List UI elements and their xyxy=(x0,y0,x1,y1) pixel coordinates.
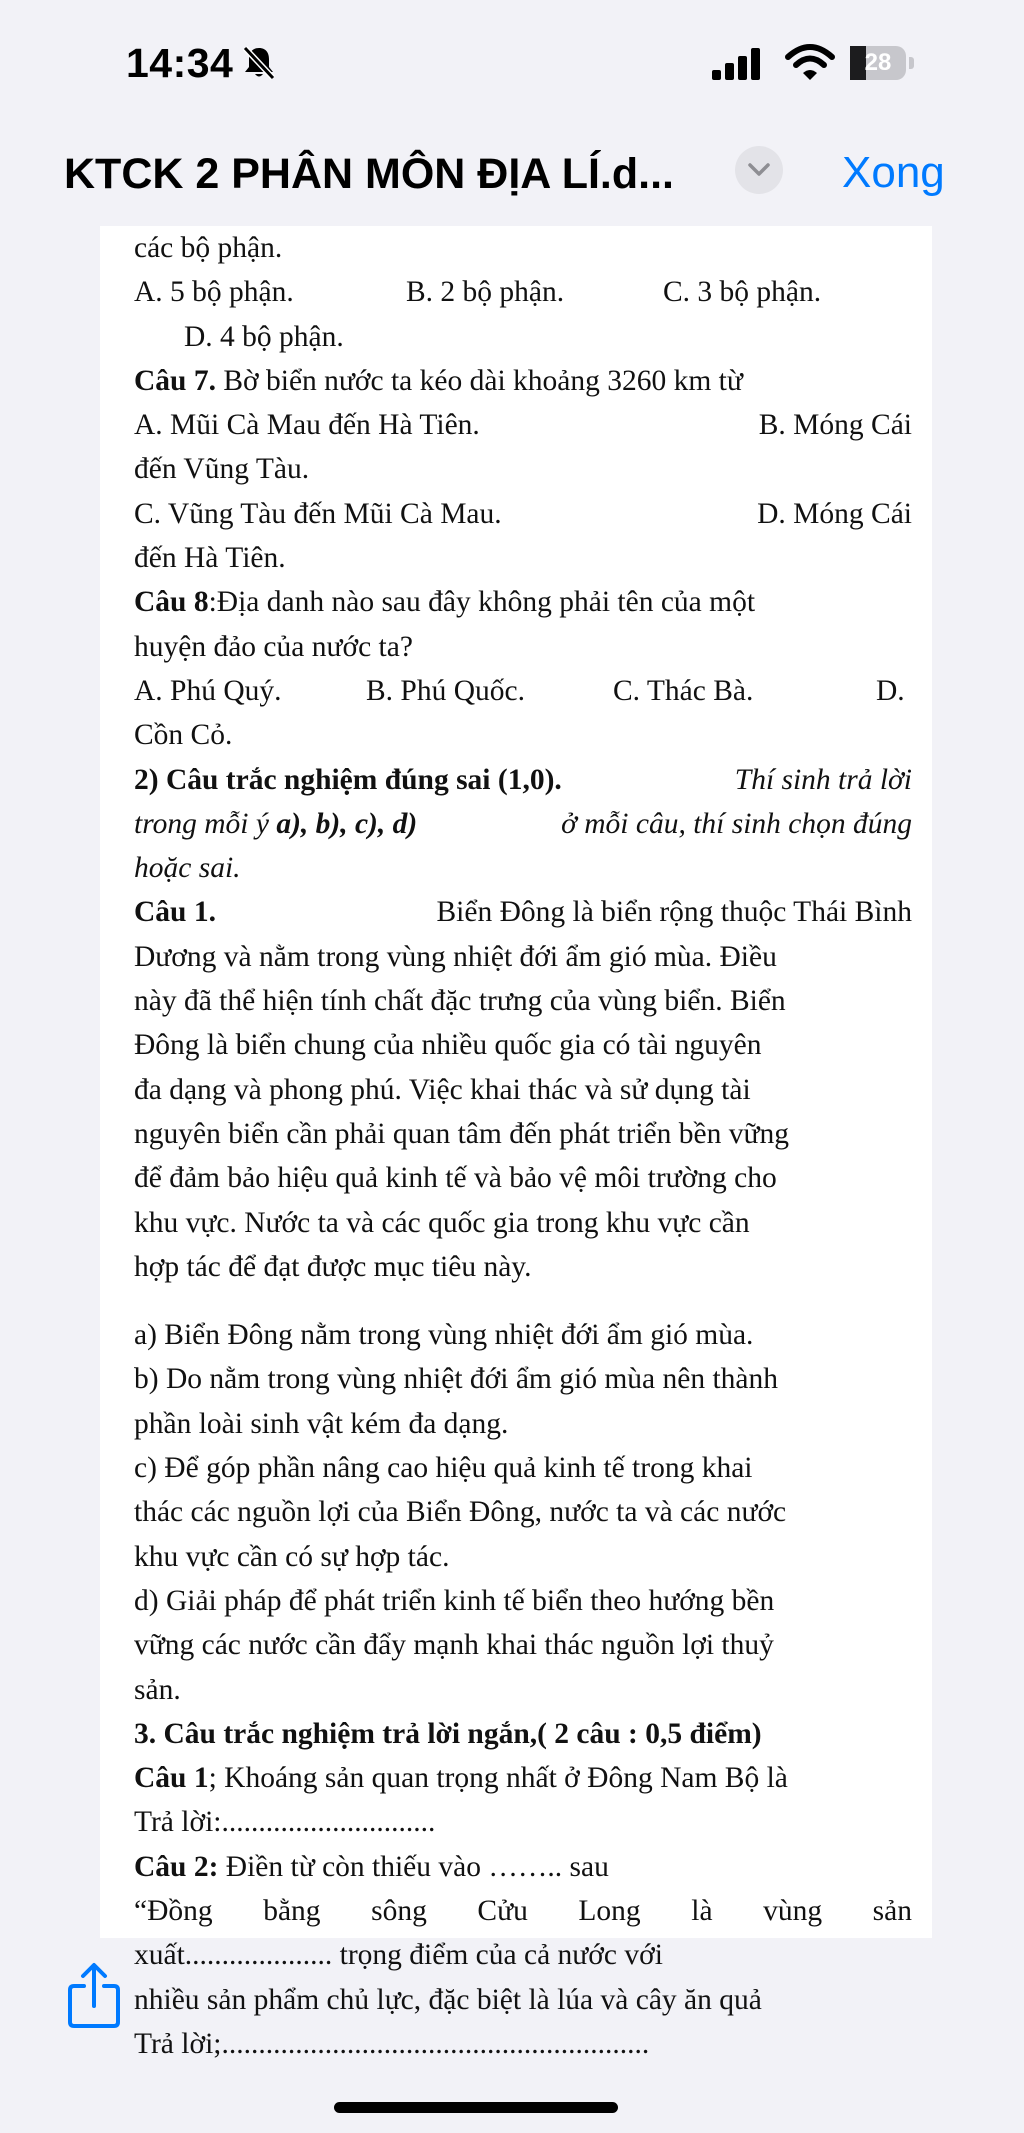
title-menu-button[interactable] xyxy=(735,146,783,194)
q8-stem-cont: huyện đảo của nước ta? xyxy=(134,630,413,663)
q8-option-d-cont: Cồn Cỏ. xyxy=(134,719,233,752)
cellular-signal-icon xyxy=(712,48,762,80)
s2q1-statement-b-cont: phần loài sinh vật kém đa dạng. xyxy=(134,1407,509,1440)
s2q1-paragraph-line: nguyên biển cần phải quan tâm đến phát triển bền vững xyxy=(134,1117,789,1150)
q8-stem: Câu 8:Địa danh nào sau đây không phải tên của một xyxy=(134,586,756,619)
q7-stem: Câu 7. Bờ biển nước ta kéo dài khoảng 3260 km từ xyxy=(134,364,743,397)
q7-row-cd xyxy=(134,492,912,536)
q7-label: Câu 7. xyxy=(134,364,216,397)
q7-row-ab xyxy=(134,403,912,447)
s2q1-statement-c: c) Để góp phần nâng cao hiệu quả kinh tế trong khai xyxy=(134,1452,753,1485)
battery-level: 28 xyxy=(864,49,892,76)
battery-icon xyxy=(850,46,914,80)
s3q2-line3: nhiều sản phẩm chủ lực, đặc biệt là lúa và cây ăn quả xyxy=(134,1983,762,2016)
s2q1-paragraph-line: hợp tác để đạt được mục tiêu này. xyxy=(134,1250,532,1283)
s2q1-paragraph-line: để đảm bảo hiệu quả kinh tế và bảo vệ môi trường cho xyxy=(134,1162,777,1195)
s3q1-stem: Câu 1; Khoáng sản quan trọng nhất ở Đông Nam Bộ là xyxy=(134,1762,788,1795)
s3q2-stem: Câu 2: Điền từ còn thiếu vào …….. sau xyxy=(134,1850,609,1883)
document-page[interactable] xyxy=(100,226,932,2060)
s3q1-answer-line: Trả lời:............................. xyxy=(134,1806,436,1839)
q7-option-b: B. Móng Cái xyxy=(758,409,912,442)
q6-option-a: A. 5 bộ phận. xyxy=(134,276,294,309)
s2q1-paragraph-line: đa dạng và phong phú. Việc khai thác và sử dụng tài xyxy=(134,1073,751,1106)
q8-option-a: A. Phú Quý. xyxy=(134,674,282,707)
chevron-down-icon xyxy=(747,161,771,179)
s3q2-line2: xuất.................... trọng điểm của cả nước với xyxy=(134,1939,663,1972)
q6-option-c: C. 3 bộ phận. xyxy=(663,276,822,309)
s2q1-paragraph-line: Đông là biển chung của nhiều quốc gia có tài nguyên xyxy=(134,1029,762,1062)
q7-option-d: D. Móng Cái xyxy=(757,497,912,530)
done-button[interactable]: Xong xyxy=(842,148,945,197)
bell-slash-icon xyxy=(240,44,278,82)
q7-option-d-cont: đến Hà Tiên. xyxy=(134,542,286,575)
s2q1-paragraph-line: Dương và nằm trong vùng nhiệt đới ẩm gió mùa. Điều xyxy=(134,940,777,973)
q7-option-c: C. Vũng Tàu đến Mũi Cà Mau. xyxy=(134,497,502,530)
s2q1-statement-c-cont: khu vực cần có sự hợp tác. xyxy=(134,1540,450,1573)
s2q1-statement-a: a) Biển Đông nằm trong vùng nhiệt đới ẩm gió mùa. xyxy=(134,1319,754,1352)
wifi-icon xyxy=(786,44,834,82)
s2q1-paragraph-line: này đã thể hiện tính chất đặc trưng của vùng biển. Biển xyxy=(134,985,786,1018)
status-time: 14:34 xyxy=(126,40,234,86)
document-title: KTCK 2 PHÂN MÔN ĐỊA LÍ.d... xyxy=(64,150,674,198)
q7-option-a: A. Mũi Cà Mau đến Hà Tiên. xyxy=(134,409,480,442)
s2q1-statement-c-cont: thác các nguồn lợi của Biển Đông, nước ta và các nước xyxy=(134,1496,787,1529)
s2q1-statement-d-cont: vững các nước cần đẩy mạnh khai thác nguồn lợi thuỷ xyxy=(134,1629,774,1662)
home-indicator xyxy=(334,2102,618,2113)
s2q1-label: Câu 1. xyxy=(134,896,216,929)
q6-options-row xyxy=(134,270,912,314)
status-bar xyxy=(0,0,1024,120)
q8-option-b: B. Phú Quốc. xyxy=(366,674,525,707)
document-content xyxy=(100,226,932,2066)
s2q1-statement-d-cont: sản. xyxy=(134,1673,181,1706)
intro-tail: các bộ phận. xyxy=(134,232,283,264)
section3-heading: 3. Câu trắc nghiệm trả lời ngắn,( 2 câu : 0,5 điểm) xyxy=(134,1717,762,1750)
s3q2-line1: “Đồng bằng sông Cửu Long là vùng sản xyxy=(134,1894,912,1927)
q6-option-d: D. 4 bộ phận. xyxy=(184,320,344,353)
q8-option-c: C. Thác Bà. xyxy=(613,674,754,707)
section2-instructions-cont: hoặc sai. xyxy=(134,852,241,885)
s2q1-paragraph-line: khu vực. Nước ta và các quốc gia trong khu vực cần xyxy=(134,1206,750,1239)
q8-label: Câu 8 xyxy=(134,586,209,619)
share-button[interactable] xyxy=(66,1960,122,2030)
q8-options-row xyxy=(134,669,912,713)
s3q2-label: Câu 2: xyxy=(134,1850,219,1883)
s2q1-first-line: Câu 1. Biển Đông là biển rộng thuộc Thái Bình xyxy=(134,890,912,934)
section2-instructions: trong mỗi ý a), b), c), d) ở mỗi câu, thí sinh chọn đúng xyxy=(134,807,912,840)
share-icon xyxy=(66,1960,122,2030)
s2q1-statement-d: d) Giải pháp để phát triển kinh tế biển theo hướng bền xyxy=(134,1584,775,1617)
q6-option-b: B. 2 bộ phận. xyxy=(406,276,565,309)
q7-option-b-cont: đến Vũng Tàu. xyxy=(134,453,310,486)
s2q1-statement-b: b) Do nằm trong vùng nhiệt đới ẩm gió mùa nên thành xyxy=(134,1363,779,1396)
s3q2-answer-line: Trả lời;.......................................................... xyxy=(134,2027,650,2060)
section2-heading: 2) Câu trắc nghiệm đúng sai (1,0). Thí sinh trả lời xyxy=(134,763,912,796)
s3q1-label: Câu 1 xyxy=(134,1762,209,1795)
q8-option-d: D. xyxy=(876,674,905,707)
